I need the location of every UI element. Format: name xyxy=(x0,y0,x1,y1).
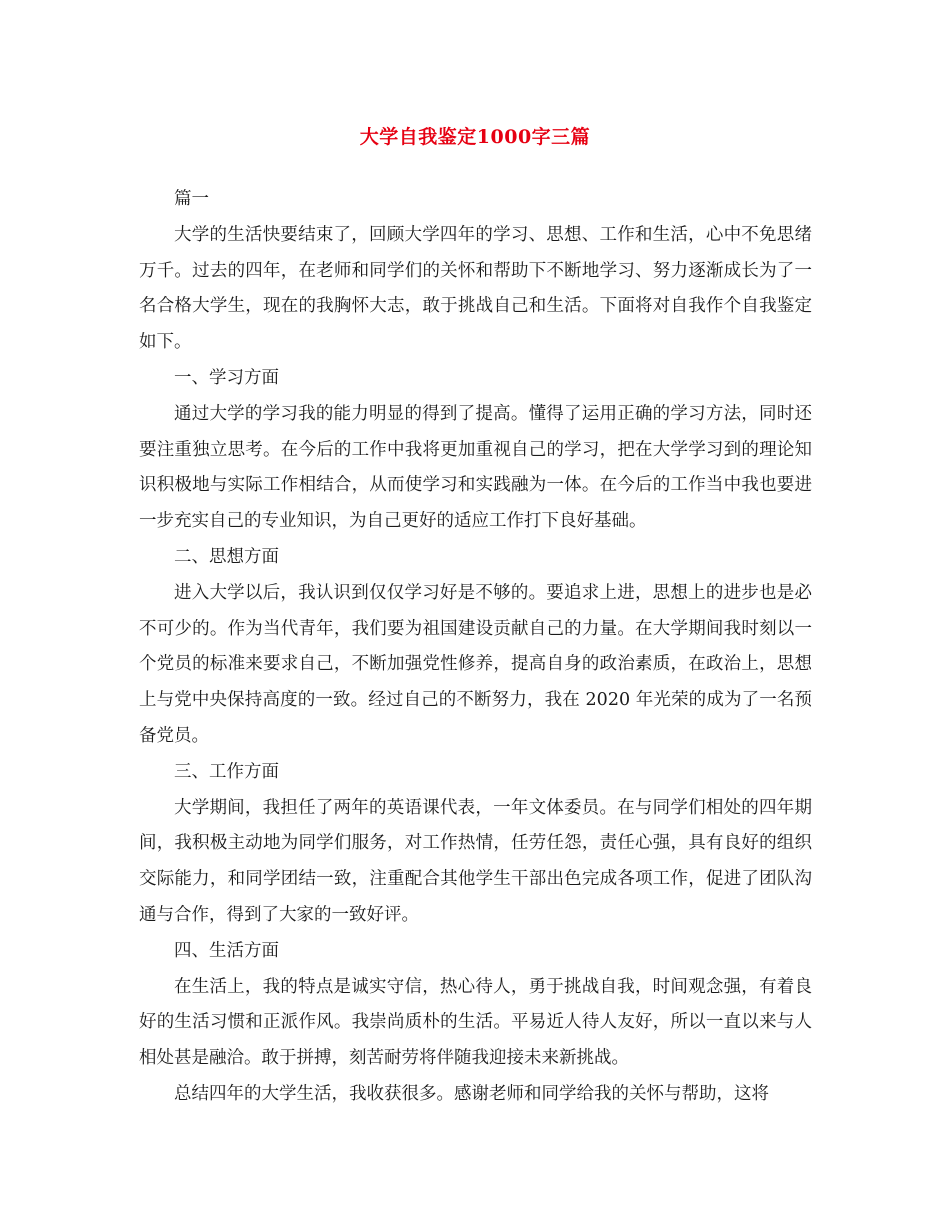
section-heading-study: 一、学习方面 xyxy=(174,367,279,388)
paragraph-thought: 进入大学以后，我认识到仅仅学习好是不够的。要追求上进，思想上的进步也是必不可少的。作为当代青年，我们要为祖国建设贡献自己的力量。在大学期间我时刻以一个党员的标准来要求自己，不断加强党性修养，提高自身的政治素质，在政治上，思想上与党中央保持高度的一致。经过自己的不断努力，我在 2020 年光荣的成为了一名预备党员。 xyxy=(139,582,812,746)
section-heading-work: 三、工作方面 xyxy=(174,761,279,782)
paragraph-life: 在生活上，我的特点是诚实守信，热心待人，勇于挑战自我，时间观念强，有着良好的生活习惯和正派作风。我崇尚质朴的生活。平易近人待人友好，所以一直以来与人相处甚是融洽。敢于拼搏，刻苦耐劳将伴随我迎接未来新挑战。 xyxy=(139,976,812,1069)
paragraph-work: 大学期间，我担任了两年的英语课代表，一年文体委员。在与同学们相处的四年期间，我积极主动地为同学们服务，对工作热情，任劳任怨，责任心强，具有良好的组织交际能力，和同学团结一致，注重配合其他学生干部出色完成各项工作，促进了团队沟通与合作，得到了大家的一致好评。 xyxy=(139,797,812,925)
document-body xyxy=(139,182,812,1113)
section-heading-part-one: 篇一 xyxy=(174,189,209,209)
paragraph-study: 通过大学的学习我的能力明显的得到了提高。懂得了运用正确的学习方法，同时还要注重独立思考。在今后的工作中我将更加重视自己的学习，把在大学学习到的理论知识积极地与实际工作相结合，从而使学习和实践融为一体。在今后的工作当中我也要进一步充实自己的专业知识，为自己更好的适应工作打下良好基础。 xyxy=(139,403,812,532)
paragraph-summary: 总结四年的大学生活，我收获很多。感谢老师和同学给我的关怀与帮助，这将 xyxy=(174,1083,769,1104)
paragraph-intro: 大学的生活快要结束了，回顾大学四年的学习、思想、工作和生活，心中不免思绪万千。过去的四年，在老师和同学们的关怀和帮助下不断地学习、努力逐渐成长为了一名合格大学生，现在的我胸怀大志，敢于挑战自己和生活。下面将对自我作个自我鉴定如下。 xyxy=(139,224,812,353)
document-title: 大学自我鉴定1000字三篇 xyxy=(359,126,591,148)
section-heading-thought: 二、思想方面 xyxy=(174,546,279,567)
section-heading-life: 四、生活方面 xyxy=(174,940,279,961)
